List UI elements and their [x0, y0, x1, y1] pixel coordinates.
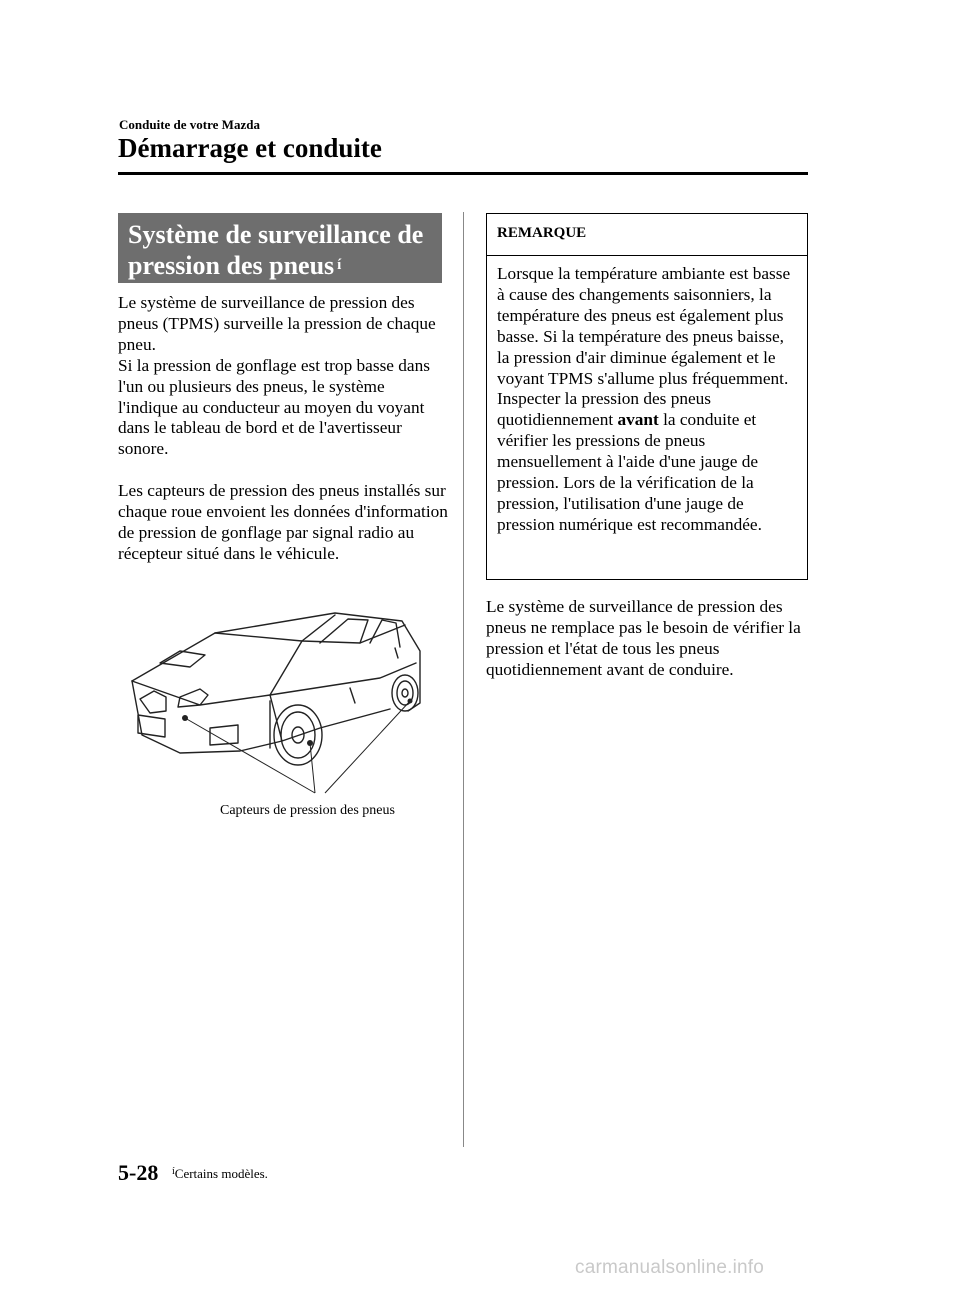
section-heading [118, 213, 442, 283]
chapter-title: Démarrage et conduite [118, 133, 382, 163]
note-title: REMARQUE [497, 225, 587, 241]
page-number: 5-28 [118, 1160, 159, 1185]
figure-caption: Capteurs de pression des pneus [220, 803, 395, 818]
asterisk-icon: í [337, 257, 342, 273]
section-heading-line2 [128, 250, 432, 281]
footnote-text: Certains modèles. [174, 1166, 268, 1181]
note-separator [487, 255, 807, 256]
footnote-asterisk-icon: í [172, 1166, 175, 1177]
sensor-paragraph: Les capteurs de pression des pneus installés sur chaque roue envoient les données d'information de pression de gonflage par signal radio au récepteur situé dans le véhicule. [118, 481, 448, 563]
watermark: carmanualsonline.info [575, 1257, 765, 1278]
note-body-start: Lorsque la température ambiante est basse à cause des changements saisonniers, la température des pneus est également plus basse. Si la température des pneus baisse, la pression d'air diminue également et le voyant TPMS s'allume plus fréquemment. Inspecter la pression des pneus quotidiennement [497, 264, 791, 430]
note-body-end: la conduite et vérifier les pressions de pneus mensuellement à l'aide d'une jauge de pression. Lors de la vérification de la pression, l'utilisation d'une jauge de pression numérique est recommandée. [497, 410, 762, 534]
column-divider [463, 212, 464, 1147]
section-heading-line2-text: pression des pneus [128, 251, 335, 280]
section-heading-line1: Système de surveillance de [128, 220, 424, 249]
closing-paragraph: Le système de surveillance de pression des pneus ne remplace pas le besoin de vérifier la pression et l'état de tous les pneus quotidiennement avant de conduire. [486, 597, 801, 679]
header-rule [118, 172, 808, 175]
note-body [497, 264, 797, 536]
footnote [172, 1166, 268, 1182]
note-box [486, 213, 808, 580]
chapter-kicker: Conduite de votre Mazda [119, 117, 260, 132]
intro-paragraph: Le système de surveillance de pression des pneus (TPMS) surveille la pression de chaque pneu. Si la pression de gonflage est trop basse dans l'un ou plusieurs des pneus, le système l'indique au conducteur au moyen du voyant dans le tableau de bord et de l'avertisseur sonore. [118, 293, 436, 459]
car-sensor-illustration [120, 603, 450, 803]
note-body-bold: avant [617, 410, 659, 430]
